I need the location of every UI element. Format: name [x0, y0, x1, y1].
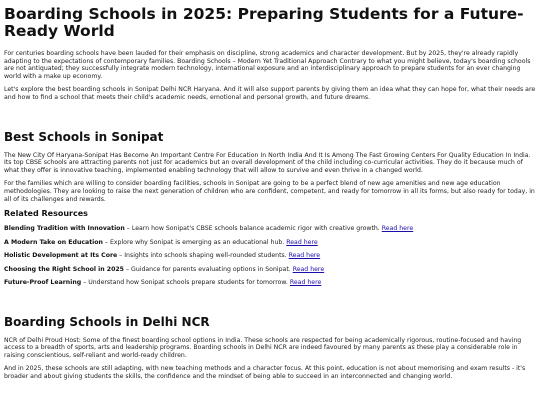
page-title: Boarding Schools in 2025: Preparing Students for a Future-Ready World: [4, 5, 524, 40]
related-resource-item: [4, 239, 536, 247]
related-resource-item: [4, 266, 536, 274]
resource-description: – Explore why Sonipat is emerging as an educational hub.: [102, 238, 287, 246]
resource-title: Holistic Development at Its Core: [4, 252, 118, 260]
related-resource-item: [4, 252, 536, 260]
read-here-link[interactable]: Read here: [381, 225, 414, 233]
resource-description: – Insights into schools shaping well-rounded students.: [117, 252, 289, 260]
section-heading-sonipat: Best Schools in Sonipat: [4, 129, 164, 144]
related-resources-heading: Related Resources: [4, 209, 88, 219]
resource-description: – Learn how Sonipat's CBSE schools balance academic rigor with creative growth.: [124, 225, 382, 233]
resource-title: Choosing the Right School in 2025: [4, 265, 124, 273]
read-here-link[interactable]: Read here: [288, 252, 321, 260]
related-resource-item: [4, 225, 536, 233]
sonipat-paragraph-1: The New City Of Haryana-Sonipat Has Become An Important Centre For Education In North India And It Is Among The Fast Growing Centers For Quality Education In India. Its top CBSE schools are attracting parents not just for academics but an overall development of the child including co-curricular activities. They do it because much of what they offer is innovative teaching, implemented enabling technology that will allow to survive and even thrive in a changed world.: [4, 151, 531, 174]
intro-paragraph-1: For centuries boarding schools have been lauded for their emphasis on discipline, strong academics and character development. But by 2025, they're already rapidly adapting to the expectations of contemporary families. Boarding Schools – Modern Yet Traditional Approach Contrary to what you might believe, today's boarding schools are not antiquated; they successfully integrate modern technology, international exposure and an interdisciplinary approach to prepare students for an ever changing world with a make up economy.: [4, 50, 531, 80]
resource-title: Future-Proof Learning: [4, 279, 82, 287]
intro-paragraph-2: Let's explore the best boarding schools in Sonipat Delhi NCR Haryana. And it will also support parents by giving them an idea what they can hope for, what their needs are and how to find a school that meets their child's academic needs, emotional and personal growth, and future dreams.: [4, 86, 536, 101]
resource-description: – Guidance for parents evaluating options in Sonipat.: [124, 265, 293, 273]
read-here-link[interactable]: Read here: [292, 265, 325, 273]
related-resource-item: [4, 279, 536, 287]
read-here-link[interactable]: Read here: [286, 238, 318, 246]
resource-title: Blending Tradition with Innovation: [4, 225, 125, 233]
delhi-paragraph-2: And in 2025, these schools are still adapting, with new teaching methods and a character focus. At this point, education is not about memorising and exam results - it's broader and about giving students the skills, the confidence and the mindset of being able to succeed in an interconnected and changing world.: [4, 365, 526, 380]
read-here-link[interactable]: Read here: [289, 279, 322, 287]
delhi-paragraph-1: NCR of Delhi Proud Host: Some of the finest boarding school options in India. These schools are respected for being academically rigorous, routine-focused and having access to a breadth of sports, arts and leadership programs. Boarding schools in Delhi NCR are indeed favoured by many parents as these play a considerable role in raising conscientious, self-reliant and world-ready children.: [4, 336, 522, 359]
resource-description: – Understand how Sonipat schools prepare students for tomorrow.: [81, 279, 290, 287]
sonipat-paragraph-2: For the families which are willing to consider boarding facilities, schools in Sonipat are going to be a perfect blend of new age amenities and new age education methodologies. They are looking to raise the next generation of children who are confident, competent, and ready for tomorrow in all its forms, but also ready for today, in all of its challenges and rewards.: [4, 180, 535, 203]
section-heading-delhi-ncr: Boarding Schools in Delhi NCR: [4, 314, 210, 329]
resource-title: A Modern Take on Education: [4, 238, 103, 246]
